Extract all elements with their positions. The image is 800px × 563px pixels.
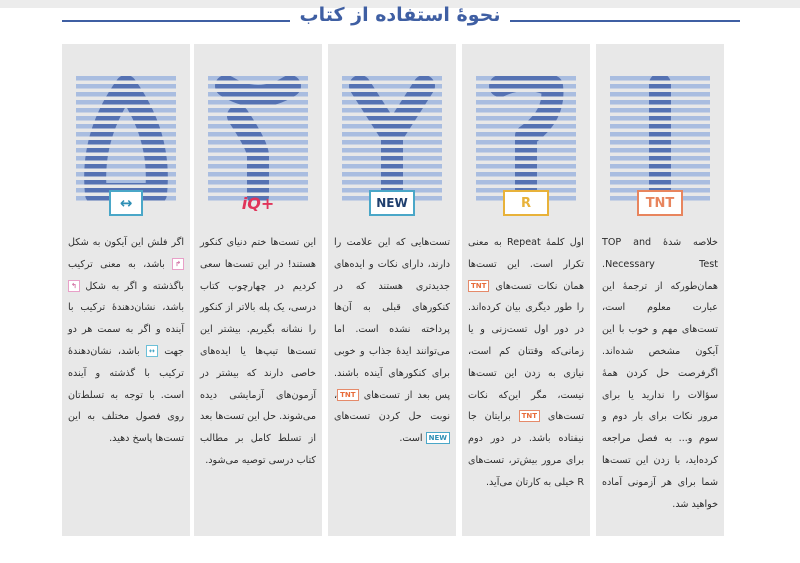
inline-tnt-tag: TNT	[519, 410, 540, 422]
column-3	[328, 44, 456, 536]
iq-plus-badge: iQ+	[241, 193, 275, 213]
column-4	[194, 44, 322, 536]
r-badge: R	[503, 190, 549, 216]
column-5-text: اگر فلش این آیکون به شکل ↱ باشد، به معنی ترکیب باگذشته و اگر به شکل ↰ باشد، نشان‌دهندهٔ ترکیب با آینده و اگر به سمت هر دو جهت ↔ باشد، نشان‌دهندهٔ ترکیب با گذشته و آینده است. با توجه به تسلط‌تان روی فصول مختلف به این تست‌ها پاسخ دهید.	[68, 237, 184, 445]
new-badge: NEW	[369, 190, 415, 216]
digit-5-icon	[76, 76, 176, 204]
digit-2-icon	[476, 76, 576, 204]
back-arrow-icon: ↱	[172, 258, 184, 270]
column-3-text: تست‌هایی که این علامت را دارند، دارای نکات و ایده‌های جدیدتری هستند که در کنکورهای قبلی به آن‌ها پرداخته نشده است. اما می‌توانند ایدهٔ جذاب و خوبی برای کنکورهای آینده باشند. پس بعد از تست‌های TNT، نوبت حل کردن تست‌های NEW است.	[334, 237, 450, 445]
inline-tnt-tag: TNT	[468, 280, 489, 292]
column-4-text: این تست‌ها ختم دنیای کنکور هستند! در این تست‌ها سعی کردیم در چهارچوب کتاب درسی، یک پله بالاتر از کنکور را نشانه بگیریم. بیشتر این تست‌ها تیپ‌ها یا ایده‌های خاصی دارند که بیشتر در آزمون‌های آزمایشی دیده می‌شوند. حل این تست‌ها بعد از تسلط کامل بر مطالب کتاب درسی توصیه می‌شود.	[200, 237, 316, 466]
column-2	[462, 44, 590, 536]
column-1-text: خلاصه شدهٔ TOP and Necessary Test. همان‌طورکه از ترجمهٔ این عبارت معلوم است، تست‌های مهم و خوب با این آیکون مشخص شده‌اند. اگرفرصت حل کردن همهٔ سؤالات را ندارید یا برای مرور نکات برای بار دوم و سوم و... به فصل مراجعه کرده‌اید، با زدن این تست‌ها شما برای هر آزمونی آماده خواهید شد.	[602, 237, 718, 510]
forward-arrow-icon: ↰	[68, 280, 80, 292]
inline-tnt-tag: TNT	[337, 389, 358, 401]
two-way-arrow-badge: ↔	[109, 190, 143, 216]
digit-4-icon	[208, 76, 308, 204]
column-5	[62, 44, 190, 536]
page-title: نحوهٔ استفاده از کتاب	[299, 4, 501, 26]
digit-1-icon	[610, 76, 710, 204]
tnt-badge: TNT	[637, 190, 683, 216]
header-rule-left	[62, 20, 290, 22]
header-rule-right	[510, 20, 740, 22]
column-2-text: اول کلمهٔ Repeat به معنی تکرار است. این تست‌ها همان نکات تست‌های TNT را طور دیگری بیان کرده‌اند. در دور اول تست‌زنی و یا زمانی‌که وقتتان کم است، نیازی به زدن این تست‌ها نیست، مگر این‌که نکات تست‌های TNT برایتان جا نیفتاده باشد. در دور دوم برای مرور بیش‌تر، تست‌های R خیلی به کارتان می‌آید.	[468, 237, 584, 488]
inline-new-tag: NEW	[426, 432, 450, 444]
digit-3-icon	[342, 76, 442, 204]
column-1	[596, 44, 724, 536]
two-way-arrow-icon: ↔	[146, 345, 158, 357]
